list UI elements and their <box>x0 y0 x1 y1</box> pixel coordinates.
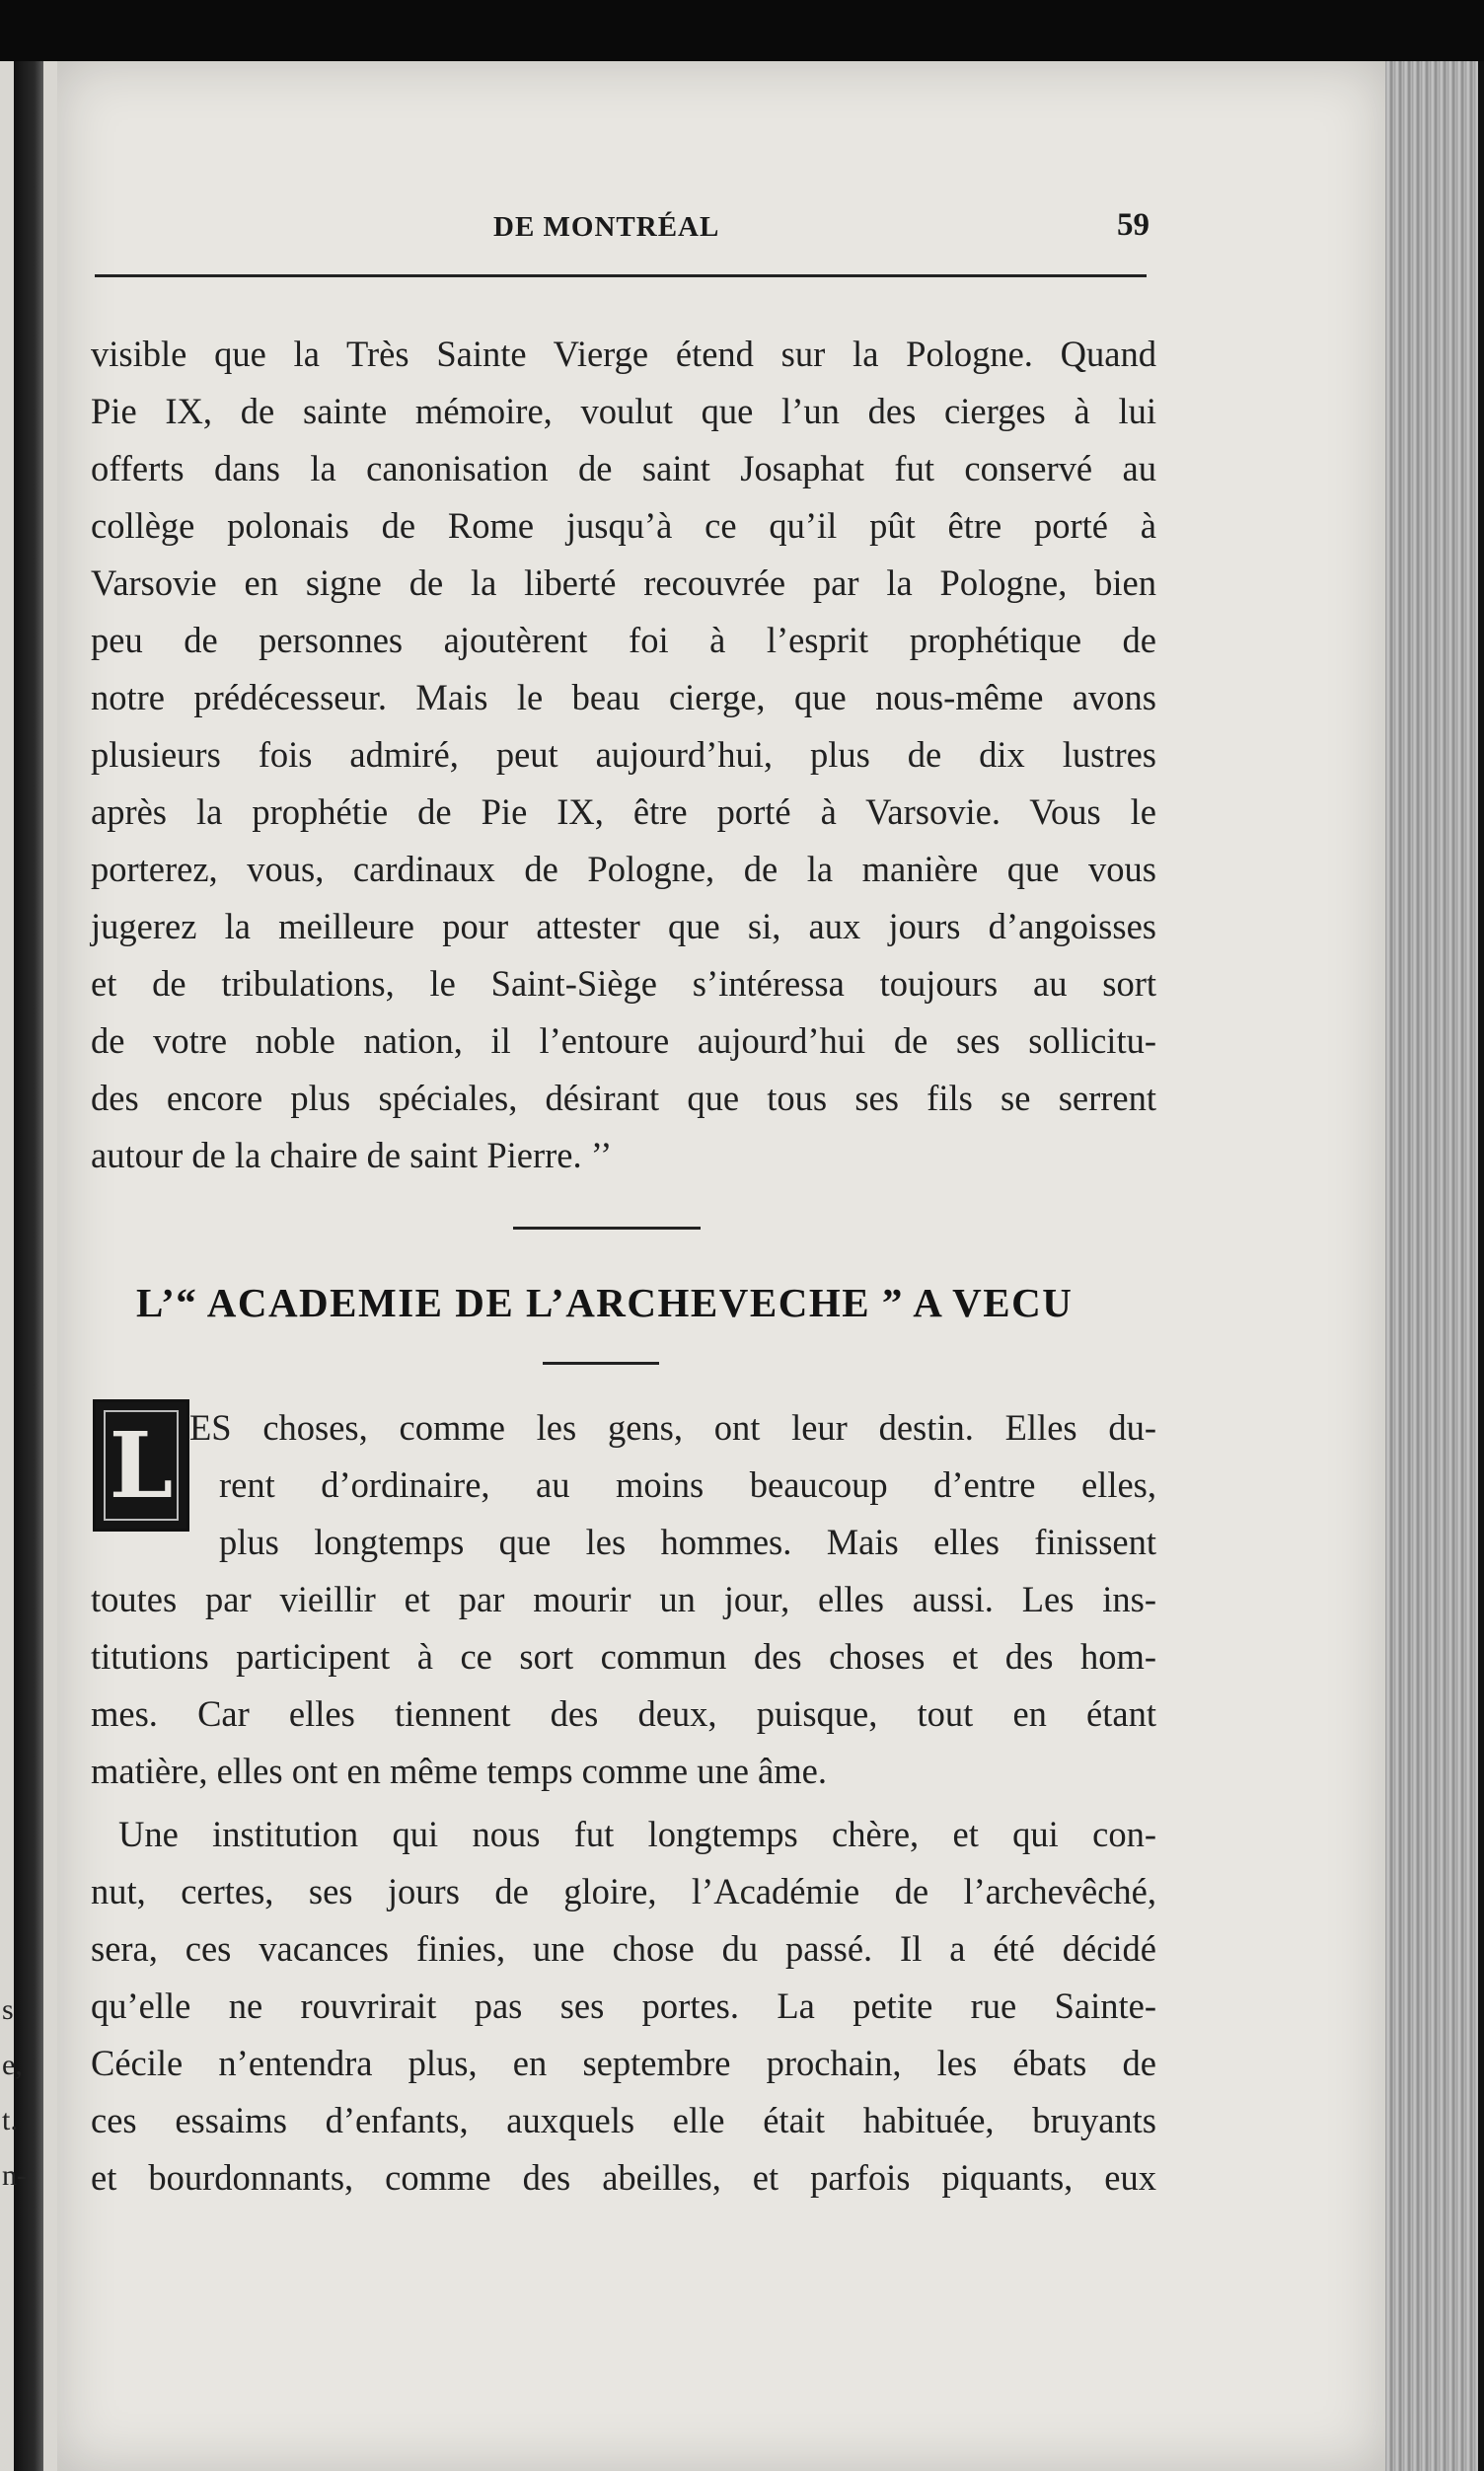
text-line: autour de la chaire de saint Pierre. ’’ <box>91 1135 613 1175</box>
text-line: visible que la Très Sainte Vierge étend sur la Pologne. Quand <box>91 334 1156 374</box>
section-rule-top <box>513 1227 701 1230</box>
text-line: offerts dans la canonisation de saint Josaphat fut conservé au <box>91 448 1156 488</box>
text-line: plus longtemps que les hommes. Mais elles finissent <box>219 1522 1156 1562</box>
facing-page-fragment: n- <box>2 2159 27 2192</box>
text-line: collège polonais de Rome jusqu’à ce qu’il pût être porté à <box>91 505 1156 546</box>
running-head: DE MONTRÉAL <box>493 211 720 243</box>
header-rule <box>95 274 1147 277</box>
scan-top-border <box>0 0 1484 61</box>
text-line: Varsovie en signe de la liberté recouvrée par la Pologne, bien <box>91 562 1156 603</box>
text-line: après la prophétie de Pie IX, être porté à Varsovie. Vous le <box>91 791 1156 832</box>
text-line: et de tribulations, le Saint-Siège s’intéressa toujours au sort <box>91 963 1156 1004</box>
page-number: 59 <box>1117 207 1150 243</box>
section-rule-bottom <box>543 1362 659 1365</box>
page-block-edges <box>1385 61 1484 2471</box>
section-title: L’“ ACADEMIE DE L’ARCHEVECHE ” A VECU <box>136 1280 1074 1325</box>
text-line: qu’elle ne rouvrirait pas ses portes. La petite rue Sainte- <box>91 1985 1156 2026</box>
text-line: de votre noble nation, il l’entoure aujourd’hui de ses sollicitu- <box>91 1020 1156 1061</box>
text-line: toutes par vieillir et par mourir un jour, elles aussi. Les ins- <box>91 1579 1156 1619</box>
text-line: peu de personnes ajoutèrent foi à l’esprit prophétique de <box>91 620 1156 660</box>
text-line: nut, certes, ses jours de gloire, l’Académie de l’archevêché, <box>91 1871 1156 1911</box>
text-line: jugerez la meilleure pour attester que si, aux jours d’angoisses <box>91 906 1156 946</box>
text-line: Pie IX, de sainte mémoire, voulut que l’un des cierges à lui <box>91 391 1156 431</box>
text-line: sera, ces vacances finies, une chose du passé. Il a été décidé <box>91 1928 1156 1969</box>
text-line: rent d’ordinaire, au moins beaucoup d’entre elles, <box>219 1464 1156 1505</box>
text-line: plusieurs fois admiré, peut aujourd’hui, plus de dix lustres <box>91 734 1156 775</box>
text-line: Une institution qui nous fut longtemps chère, et qui con- <box>118 1814 1156 1854</box>
book-binding <box>14 61 43 2471</box>
paragraph-3 <box>91 1806 1156 2207</box>
text-line: Cécile n’entendra plus, en septembre prochain, les ébats de <box>91 2043 1156 2083</box>
text-line: ces essaims d’enfants, auxquels elle était habituée, bruyants <box>91 2100 1156 2140</box>
facing-page-fragment: s <box>2 1993 14 2026</box>
facing-page-fragment: t. <box>2 2104 18 2136</box>
paragraph-1 <box>91 326 1156 1184</box>
text-line: titutions participent à ce sort commun des choses et des hom- <box>91 1636 1156 1677</box>
text-line: matière, elles ont en même temps comme une âme. <box>91 1751 827 1791</box>
text-line: notre prédécesseur. Mais le beau cierge, que nous-même avons <box>91 677 1156 717</box>
text-line: porterez, vous, cardinaux de Pologne, de la manière que vous <box>91 849 1156 889</box>
dropcap-letter: L <box>109 1412 174 1519</box>
text-line: ES choses, comme les gens, ont leur destin. Elles du- <box>189 1407 1156 1448</box>
text-line: et bourdonnants, comme des abeilles, et parfois piquants, eux <box>91 2157 1156 2198</box>
facing-page-fragment: e, <box>2 2049 23 2081</box>
text-line: mes. Car elles tiennent des deux, puisque, tout en étant <box>91 1693 1156 1734</box>
text-line: des encore plus spéciales, désirant que tous ses fils se serrent <box>91 1078 1156 1118</box>
